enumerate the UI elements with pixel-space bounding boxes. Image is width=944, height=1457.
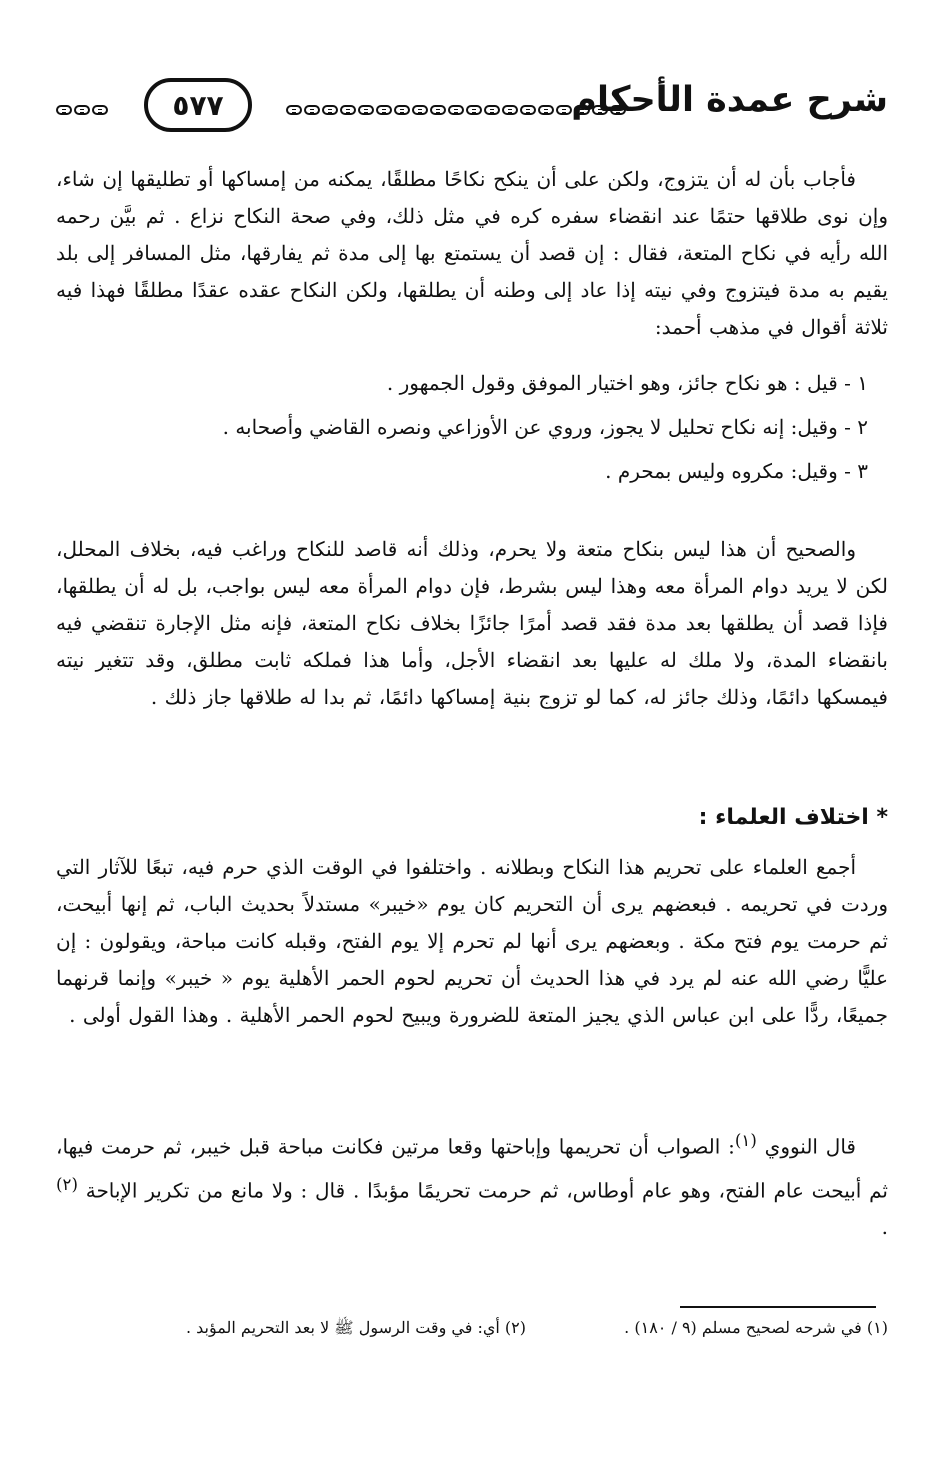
header-ornament [286,104,626,116]
page-number: ٥٧٧ [172,88,224,122]
section-heading: * اختلاف العلماء : [698,805,888,830]
paragraph-4 [56,1122,888,1246]
list-item: ١ - قيل : هو نكاح جائز، وهو اختيار الموفق وقول الجمهور . [386,371,868,395]
paragraph-1 [56,161,888,346]
opinions-list [56,361,868,493]
book-title: شرح عمدة الأحكام [571,80,888,120]
paragraph-4-text [56,1122,888,1246]
page-number-badge [144,78,252,132]
paragraph-4-start: قال النووي [756,1134,856,1159]
paragraph-4-middle: : الصواب أن تحريمها وإباحتها وقعا مرتين فكانت مباحة قبل خيبر، ثم حرمت فيها، ثم أبيحت عام الفتح، وهو عام أوطاس، ثم حرمت تحريمًا مؤبدًا . قال : ولا مانع من تكرير الإباحة [56,1134,888,1203]
paragraph-2 [56,531,888,716]
footnote-ref-1[interactable]: (١) [734,1131,757,1150]
paragraph-3 [56,849,888,1034]
paragraph-2-text: والصحيح أن هذا ليس بنكاح متعة ولا يحرم، وذلك أنه قاصد للنكاح وراغب فيه، بخلاف المحلل، لكن لا يريد دوام المرأة معه وهذا ليس بشرط، فإن دوام المرأة معه ليس بواجب، بل له أن يطلقها، فإذا قصد أن يطلقها بعد مدة فقد قصد أمرًا جائزًا بخلاف نكاح المتعة، فإنه مثل الإجارة تنقضي فيه بانقضاء المدة، ولا ملك له عليها بعد انقضاء الأجل، وأما هذا فملكه ثابت مطلق، وقد تتغير نيته فيمسكها دائمًا، وذلك جائز له، كما لو تزوج بنية إمساكها دائمًا، ثم بدا له طلاقها جاز ذلك . [56,537,888,709]
footnote-2: (٢) أي: في وقت الرسول ﷺ لا بعد التحريم المؤبد . [185,1318,526,1337]
header-ornament-left [56,104,112,116]
list-item: ٢ - وقيل: إنه نكاح تحليل لا يجوز، وروي عن الأوزاعي ونصره القاضي وأصحابه . [222,415,868,439]
footnote-1: (١) في شرحه لصحيح مسلم (٩ / ١٨٠) . [624,1318,888,1337]
page-header [56,78,888,150]
paragraph-1-text: فأجاب بأن له أن يتزوج، ولكن على أن ينكح نكاحًا مطلقًا، يمكنه من إمساكها أو تطليقها إن شاء، وإن نوى طلاقها حتمًا عند انقضاء سفره كره في مثل ذلك، وفي صحة النكاح نزاع . ثم بيَّن رحمه الله رأيه في نكاح المتعة، فقال : إن قصد أن يستمتع بها إلى مدة ثم يفارقها، مثل المسافر إلى بلد يقيم به مدة فيتزوج وفي نيته إذا عاد إلى وطنه أن يطلقها، ولكن النكاح عقده عقدًا مطلقًا فهذا فيه ثلاثة أقوال في مذهب أحمد: [56,167,889,339]
footnote-divider [680,1306,876,1308]
paragraph-4-end: . [881,1215,888,1240]
footnote-ref-2[interactable]: (٢) [56,1174,78,1194]
list-item: ٣ - وقيل: مكروه وليس بمحرم . [605,459,868,483]
paragraph-3-text: أجمع العلماء على تحريم هذا النكاح وبطلانه . واختلفوا في الوقت الذي حرم فيه، تبعًا للآثار التي وردت في تحريمه . فبعضهم يرى أن التحريم كان يوم «خيبر» مستدلاً بحديث الباب، ثم إنها أبيحت، ثم حرمت يوم فتح مكة . وبعضهم يرى أنها لم تحرم إلا يوم الفتح، وقبله كانت مباحة، ويقولون : إن عليًّا رضي الله عنه لم يرد في هذا الحديث أن تحريم لحوم الحمر الأهلية يوم « خيبر» وإنما قرنهما جميعًا، ردًّا على ابن عباس الذي يجيز المتعة للضرورة ويبيح لحوم الحمر الأهلية . وهذا القول أولى . [56,855,888,1027]
footnotes [56,1314,888,1354]
